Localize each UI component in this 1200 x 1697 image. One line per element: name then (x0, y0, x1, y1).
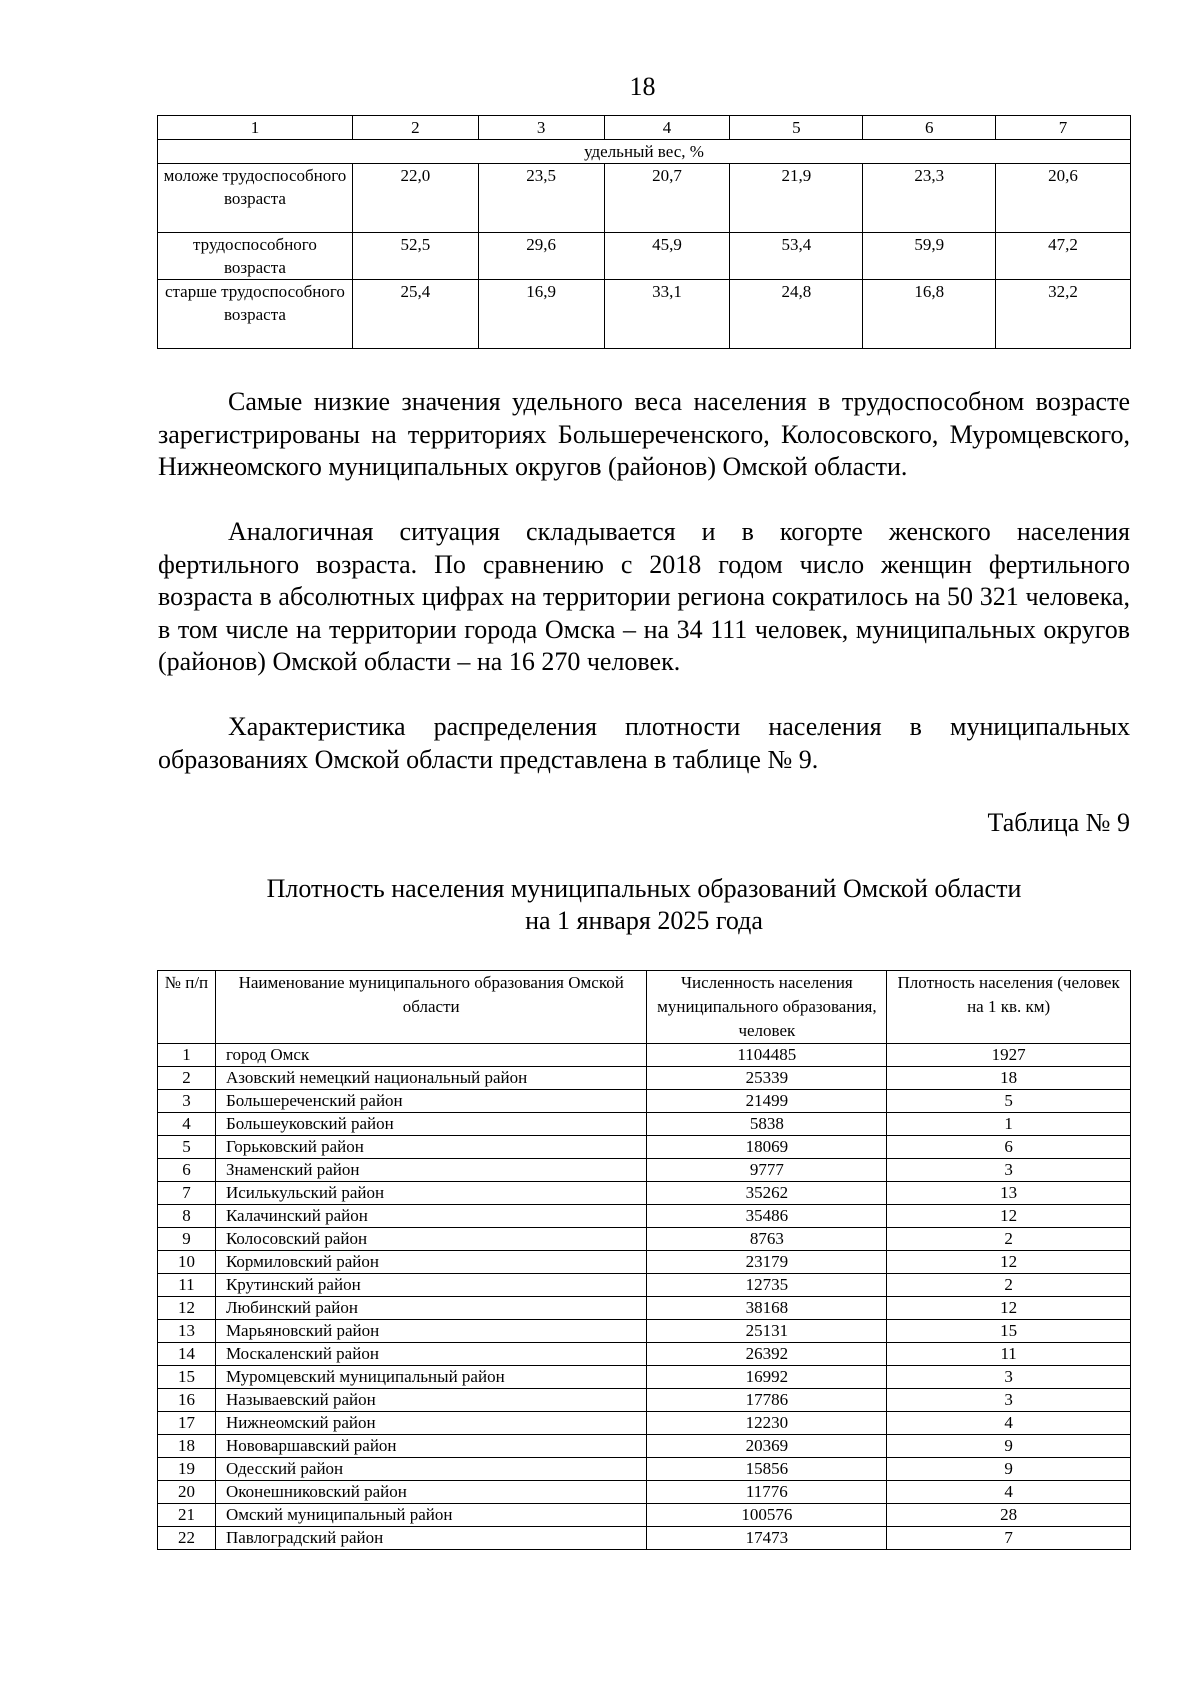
header-population: Численность населения муниципального образования, человек (647, 971, 887, 1044)
row-number: 22 (158, 1527, 216, 1550)
population-value: 8763 (647, 1228, 887, 1251)
cell-value: 29,6 (478, 233, 604, 280)
col-number: 5 (730, 116, 863, 140)
density-value: 2 (887, 1228, 1131, 1251)
density-value: 3 (887, 1366, 1131, 1389)
section-label: удельный вес, % (158, 140, 1131, 164)
row-label: старше трудоспособного возраста (158, 280, 353, 349)
table-row (158, 1113, 1131, 1136)
row-number: 5 (158, 1136, 216, 1159)
population-value: 12230 (647, 1412, 887, 1435)
population-value: 18069 (647, 1136, 887, 1159)
cell-value: 22,0 (352, 164, 478, 233)
population-value: 1104485 (647, 1044, 887, 1067)
row-number: 1 (158, 1044, 216, 1067)
paragraph-text: Характеристика распределения плотности населения в муниципальных образованиях Омской области представлена в таблице № 9. (158, 712, 1130, 774)
row-label: трудоспособного возраста (158, 233, 353, 280)
table-row (158, 1044, 1131, 1067)
density-value: 28 (887, 1504, 1131, 1527)
table-row (158, 1090, 1131, 1113)
population-value: 21499 (647, 1090, 887, 1113)
population-value: 35486 (647, 1205, 887, 1228)
cell-value: 52,5 (352, 233, 478, 280)
population-value: 9777 (647, 1159, 887, 1182)
row-number: 9 (158, 1228, 216, 1251)
table-title-line1: Плотность населения муниципальных образований Омской области (266, 874, 1022, 903)
table-row (158, 164, 1131, 233)
paragraph-working-age (158, 386, 1130, 484)
table-row (158, 1297, 1131, 1320)
density-value: 4 (887, 1481, 1131, 1504)
density-value: 12 (887, 1251, 1131, 1274)
row-number: 6 (158, 1159, 216, 1182)
population-value: 23179 (647, 1251, 887, 1274)
row-number: 16 (158, 1389, 216, 1412)
table-row (158, 1458, 1131, 1481)
table-row (158, 1481, 1131, 1504)
paragraph-text: Самые низкие значения удельного веса населения в трудоспособном возрасте зарегистрированы на территориях Большереченского, Колосовского, Муромцевского, Нижнеомского муниципальных округов (районов) Омской области. (158, 387, 1130, 481)
row-number: 8 (158, 1205, 216, 1228)
population-value: 100576 (647, 1504, 887, 1527)
density-value: 9 (887, 1435, 1131, 1458)
cell-value: 23,3 (863, 164, 996, 233)
col-number: 6 (863, 116, 996, 140)
cell-value: 53,4 (730, 233, 863, 280)
population-value: 15856 (647, 1458, 887, 1481)
density-value: 12 (887, 1297, 1131, 1320)
row-number: 20 (158, 1481, 216, 1504)
row-number: 4 (158, 1113, 216, 1136)
cell-value: 59,9 (863, 233, 996, 280)
paragraph-text: Аналогичная ситуация складывается и в когорте женского населения фертильного возраста. По сравнению с 2018 годом число женщин фертильного возраста в абсолютных цифрах на территории региона сократилось на 50 321 человека, в том числе на территории города Омска – на 34 111 человек, муниципальных округов (районов) Омской области – на 16 270 человек. (158, 517, 1130, 676)
population-value: 20369 (647, 1435, 887, 1458)
density-value: 7 (887, 1527, 1131, 1550)
table-row (158, 1389, 1131, 1412)
density-value: 1927 (887, 1044, 1131, 1067)
row-number: 14 (158, 1343, 216, 1366)
population-value: 35262 (647, 1182, 887, 1205)
cell-value: 23,5 (478, 164, 604, 233)
cell-value: 16,8 (863, 280, 996, 349)
table-row (158, 1412, 1131, 1435)
population-value: 12735 (647, 1274, 887, 1297)
table-row (158, 1343, 1131, 1366)
row-number: 19 (158, 1458, 216, 1481)
cell-value: 16,9 (478, 280, 604, 349)
cell-value: 47,2 (996, 233, 1131, 280)
table-title-line2: на 1 января 2025 года (525, 906, 763, 935)
municipality-name: Крутинский район (215, 1274, 647, 1297)
row-number: 15 (158, 1366, 216, 1389)
cell-value: 45,9 (604, 233, 730, 280)
table-row (158, 1228, 1131, 1251)
municipality-name: Называевский район (215, 1389, 647, 1412)
cell-value: 20,6 (996, 164, 1131, 233)
table-row (158, 1527, 1131, 1550)
municipality-name: Кормиловский район (215, 1251, 647, 1274)
cell-value: 32,2 (996, 280, 1131, 349)
cell-value: 24,8 (730, 280, 863, 349)
density-value: 2 (887, 1274, 1131, 1297)
municipality-name: Нижнеомский район (215, 1412, 647, 1435)
row-number: 17 (158, 1412, 216, 1435)
municipality-name: Одесский район (215, 1458, 647, 1481)
table-row (158, 280, 1131, 349)
table-number: Таблица № 9 (987, 808, 1130, 837)
table-row (158, 1251, 1131, 1274)
municipality-name: Любинский район (215, 1297, 647, 1320)
table-body (158, 1044, 1131, 1550)
page-number: 18 (629, 72, 656, 101)
row-number: 11 (158, 1274, 216, 1297)
header-number: № п/п (158, 971, 216, 1044)
population-value: 16992 (647, 1366, 887, 1389)
table-row (158, 1320, 1131, 1343)
density-value: 6 (887, 1136, 1131, 1159)
municipality-name: Марьяновский район (215, 1320, 647, 1343)
density-value: 11 (887, 1343, 1131, 1366)
density-value: 18 (887, 1067, 1131, 1090)
table-row (158, 1366, 1131, 1389)
cell-value: 21,9 (730, 164, 863, 233)
municipality-name: Колосовский район (215, 1228, 647, 1251)
column-number-row (158, 116, 1131, 140)
row-number: 21 (158, 1504, 216, 1527)
municipality-name: Азовский немецкий национальный район (215, 1067, 647, 1090)
cell-value: 25,4 (352, 280, 478, 349)
density-value: 4 (887, 1412, 1131, 1435)
density-value: 13 (887, 1182, 1131, 1205)
density-value: 3 (887, 1159, 1131, 1182)
population-value: 5838 (647, 1113, 887, 1136)
paragraph-density-intro (158, 711, 1130, 776)
table-row (158, 1182, 1131, 1205)
row-number: 3 (158, 1090, 216, 1113)
col-number: 3 (478, 116, 604, 140)
section-row (158, 140, 1131, 164)
paragraph-fertile-age (158, 516, 1130, 679)
municipality-name: Муромцевский муниципальный район (215, 1366, 647, 1389)
table-row (158, 1504, 1131, 1527)
municipality-name: Омский муниципальный район (215, 1504, 647, 1527)
municipality-name: Оконешниковский район (215, 1481, 647, 1504)
col-number: 2 (352, 116, 478, 140)
cell-value: 20,7 (604, 164, 730, 233)
municipality-name: Москаленский район (215, 1343, 647, 1366)
header-density: Плотность населения (человек на 1 кв. км) (887, 971, 1131, 1044)
table-row (158, 1067, 1131, 1090)
population-value: 26392 (647, 1343, 887, 1366)
population-value: 17473 (647, 1527, 887, 1550)
population-value: 38168 (647, 1297, 887, 1320)
municipality-name: Знаменский район (215, 1159, 647, 1182)
population-value: 25339 (647, 1067, 887, 1090)
population-density-table (157, 970, 1131, 1550)
row-number: 13 (158, 1320, 216, 1343)
density-value: 3 (887, 1389, 1131, 1412)
density-value: 12 (887, 1205, 1131, 1228)
row-number: 2 (158, 1067, 216, 1090)
density-value: 1 (887, 1113, 1131, 1136)
density-value: 9 (887, 1458, 1131, 1481)
col-number: 1 (158, 116, 353, 140)
col-number: 7 (996, 116, 1131, 140)
density-value: 5 (887, 1090, 1131, 1113)
col-number: 4 (604, 116, 730, 140)
row-number: 7 (158, 1182, 216, 1205)
density-value: 15 (887, 1320, 1131, 1343)
municipality-name: Исилькульский район (215, 1182, 647, 1205)
row-number: 10 (158, 1251, 216, 1274)
municipality-name: Большереченский район (215, 1090, 647, 1113)
table-row (158, 1205, 1131, 1228)
table-header-row (158, 971, 1131, 1044)
table-row (158, 233, 1131, 280)
municipality-name: Большеуковский район (215, 1113, 647, 1136)
row-label: моложе трудоспособного возраста (158, 164, 353, 233)
row-number: 12 (158, 1297, 216, 1320)
table-row (158, 1136, 1131, 1159)
table-row (158, 1159, 1131, 1182)
header-name: Наименование муниципального образования Омской области (215, 971, 647, 1044)
population-value: 17786 (647, 1389, 887, 1412)
municipality-name: Горьковский район (215, 1136, 647, 1159)
population-value: 11776 (647, 1481, 887, 1504)
municipality-name: город Омск (215, 1044, 647, 1067)
municipality-name: Калачинский район (215, 1205, 647, 1228)
cell-value: 33,1 (604, 280, 730, 349)
table-row (158, 1435, 1131, 1458)
municipality-name: Павлоградский район (215, 1527, 647, 1550)
age-structure-table-continuation (157, 115, 1131, 349)
table-title (158, 873, 1130, 937)
row-number: 18 (158, 1435, 216, 1458)
population-value: 25131 (647, 1320, 887, 1343)
table-row (158, 1274, 1131, 1297)
municipality-name: Нововаршавский район (215, 1435, 647, 1458)
